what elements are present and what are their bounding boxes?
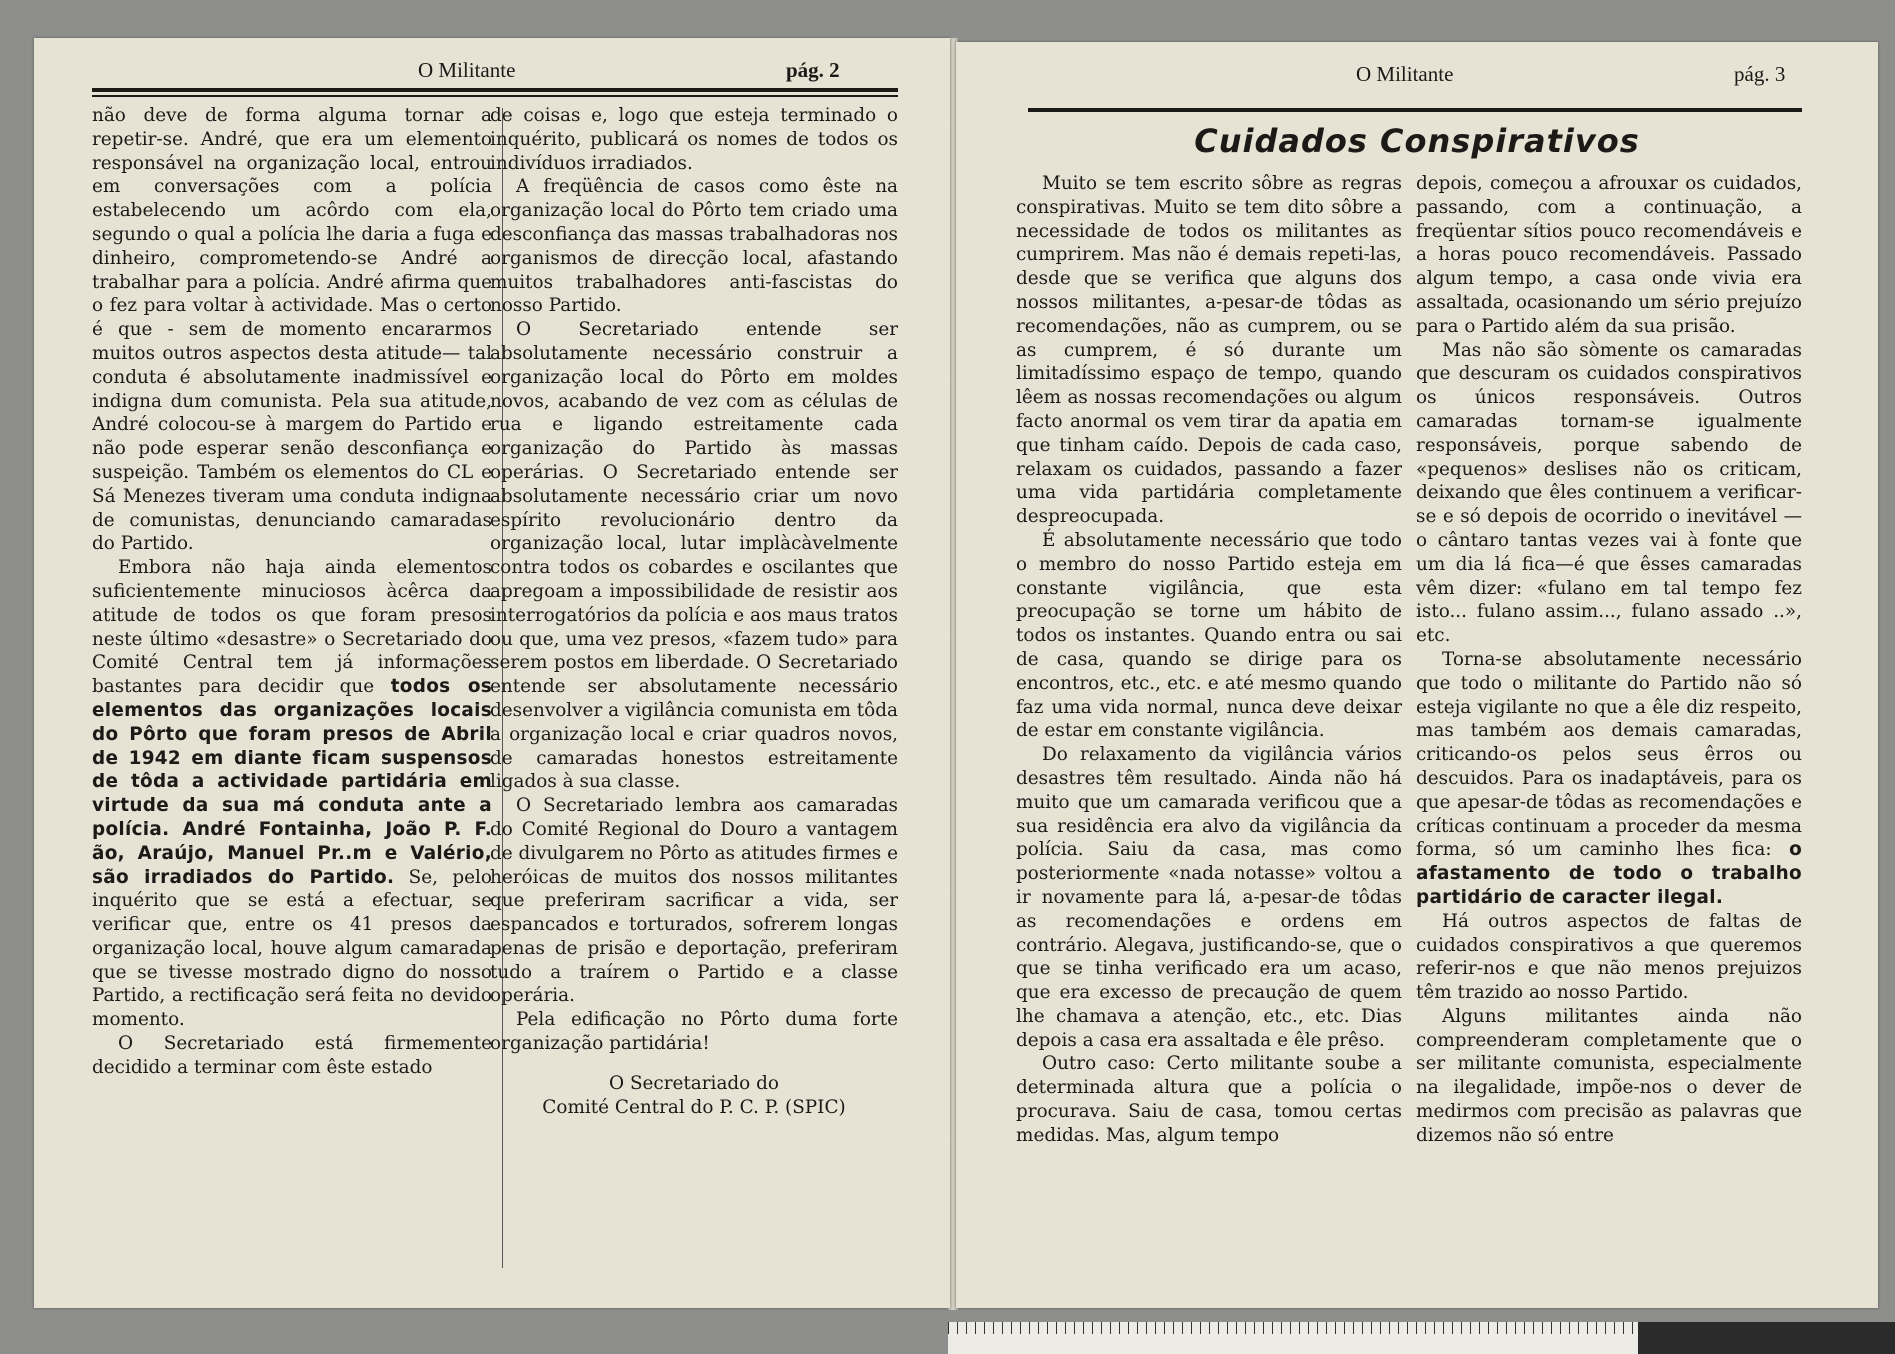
column-2 xyxy=(1416,172,1802,1304)
ruler-ticks xyxy=(948,1322,1638,1334)
page-number: pág. 2 xyxy=(786,58,840,82)
paragraph: Do relaxamento da vigilância vários desastres têm resultado. Ainda não há muito que um camarada verificou que a sua residência era alvo da vigilância da polícia. Saiu da casa, mas como posteriormente «nada notasse» voltou a ir novamente para lá, a-pesar-de tôdas as recomendações e ordens em contrário. Alegava, justificando-se, que o que se tinha verificado era um acaso, que era excesso de precaução de quem lhe chamava a atenção, etc., etc. Dias depois a casa era assaltada e êle prêso. xyxy=(1016,744,1402,1051)
header-rule-thin xyxy=(92,95,898,97)
paragraph: depois, começou a afrouxar os cuidados, passando, com a continuação, a freqüentar sítios pouco recomendáveis e a horas pouco recomendáveis. Passado algum tempo, a casa onde vivia era assaltada, ocasionando um sério prejuízo para o Partido além da sua prisão. xyxy=(1416,173,1802,337)
paragraph: Há outros aspectos de faltas de cuidados conspirativos a que queremos referir-nos e que não menos prejuizos têm trazido ao nosso Partido. xyxy=(1416,910,1802,1004)
paragraph: O Secretariado está firmemente decidido a terminar com êste estado xyxy=(92,1033,492,1078)
page-header xyxy=(34,38,950,86)
header-rule xyxy=(92,88,898,92)
column-1 xyxy=(1016,172,1402,1304)
paragraph: de coisas e, logo que esteja terminado o inquérito, publicará os nomes de todos os indivíduos irradiados. xyxy=(490,105,898,174)
page-right xyxy=(956,42,1878,1308)
paragraph: Muito se tem escrito sôbre as regras conspirativas. Muito se tem dito sôbre a necessidade de todos os militantes as cumprirem. Mas não é demais repeti-las, desde que se verifica que alguns dos nossos militantes, a-pesar-de tôdas as recomendações, não as cumprem, ou se as cumprem, é só durante um limitadíssimo espaço de tempo, quando lêem as nossas recomendações ou algum facto anormal os vem tirar da apatia em que tinham caído. Depois de cada caso, relaxam os cuidados, passando a fazer uma vida partidária completamente despreocupada. xyxy=(1016,173,1402,528)
paragraph: não deve de forma alguma tornar a repetir-se. André, que era um elemento responsável na organização local, entrou em conversações com a polícia estabelecendo um acôrdo com ela, segundo o qual a polícia lhe daria a fuga e dinheiro, comprometendo-se André a trabalhar para a polícia. André afirma que o fez para voltar à actividade. Mas o certo é que - sem de momento encararmos muitos outros aspectos desta atitude— tal conduta é absolutamente inadmissível e indigna dum comunista. Pela sua atitude, André colocou-se à margem do Partido e não pode esperar senão desconfiança e suspeição. Também os elementos do CL e Sá Menezes tiveram uma conduta indigna de comunistas, denunciando camaradas do Partido. xyxy=(92,105,492,555)
paragraph: Alguns militantes ainda não compreenderam completamente que o ser militante comunista, especialmente na ilegalidade, impõe-nos o dever de medirmos com precisão as palavras que dizemos não só entre xyxy=(1416,1005,1802,1146)
signature-line: O Secretariado do xyxy=(609,1072,779,1094)
page-number: pág. 3 xyxy=(1734,62,1786,86)
page-left xyxy=(34,38,950,1308)
bold-conclusion: o afastamento de todo o trabalho partidário de caracter ilegal. xyxy=(1416,839,1802,908)
column-1 xyxy=(92,104,492,1299)
paragraph: Embora não haja ainda elementos suficientemente minuciosos àcêrca da atitude de todos os que foram presos neste último «desastre» o Secretariado do Comité Central tem já informações bastantes para decidir que todos os elementos das organizações locais do Pôrto que foram presos de Abril de 1942 em diante ficam suspensos de tôda a actividade partidária em virtude da sua má conduta ante a polícia. André Fontainha, João P. F. ão, Araújo, Manuel Pr..m e Valério, são irradiados do Partido. Se, pelo inquérito que se está a efectuar, se verificar que, entre os 41 presos da organização local, houve algum camarada que se tivesse mostrado digno do nosso Partido, a rectificação será feita no devido momento. xyxy=(92,557,492,1031)
paragraph: Mas não são sòmente os camaradas que descuram os cuidados conspirativos os únicos responsáveis. Outros camaradas tornam-se igualmente responsáveis, porque sabendo de «pequenos» deslises não os criticam, deixando que êles continuem a verificar-se e só depois de ocorrido o inevitável — o cântaro tantas vezes vai à fonte que um dia lá fica—é que êsses camaradas vêm dizer: «fulano em tal tempo fez isto... fulano assim..., fulano assado ..», etc. xyxy=(1416,339,1802,647)
paragraph: É absolutamente necessário que todo o membro do nosso Partido esteja em constante vigilância, que esta preocupação se torne um hábito de todos os instantes. Quando entra ou sai de casa, quando se dirige para os encontros, etc., etc. e até mesmo quando faz uma vida normal, nunca deve deixar de estar em constante vigilância. xyxy=(1016,529,1402,742)
header-rule xyxy=(1028,108,1802,112)
paragraph: Pela edificação no Pôrto duma forte organização partidária! xyxy=(490,1009,898,1055)
paragraph: O Secretariado lembra aos camaradas do Comité Regional do Douro a vantagem de divulgarem no Pôrto as atitudes firmes e heróicas de muitos dos nossos militantes que preferiram sacrificar a vida, ser espancados e torturados, sofrerem longas penas de prisão e deportação, preferiram tudo a traírem o Partido e a classe operária. xyxy=(490,795,898,1007)
bold-notice: todos os elementos das organizações locais do Pôrto que foram presos de Abril de 1942 em diante ficam suspensos de tôda a actividade partidária em virtude da sua má conduta ante a polícia. André Fontainha, João P. F. ão, Araújo, Manuel Pr..m e Valério, são irradiados do Partido. xyxy=(92,676,492,888)
article-title: Cuidados Conspirativos xyxy=(1194,122,1640,160)
paragraph: A freqüência de casos como êste na organização local do Pôrto tem criado uma desconfiança das massas trabalhadoras nos organismos de direcção local, afastando muitos trabalhadores anti-fascistas do nosso Partido. xyxy=(490,176,898,317)
paragraph: Torna-se absolutamente necessário que todo o militante do Partido não só esteja vigilante no que a êle diz respeito, mas também aos demais camaradas, criticando-os pelos seus êrros ou descuidos. Para os inadaptáveis, para os que apesar-de tôdas as recomendações e críticas continuam a proceder da mesma forma, só um caminho lhes fica: o afastamento de todo o trabalho partidário de caracter ilegal. xyxy=(1416,648,1802,908)
masthead: O Militante xyxy=(1356,62,1454,86)
page-header xyxy=(956,42,1878,90)
signature-line: Comité Central do P. C. P. (SPIC) xyxy=(542,1096,846,1118)
color-target-strip xyxy=(1638,1322,1895,1354)
scale-ruler xyxy=(948,1322,1895,1354)
column-2 xyxy=(490,104,898,1299)
masthead: O Militante xyxy=(418,58,516,82)
paragraph: Outro caso: Certo militante soube a determinada altura que a polícia o procurava. Saiu de casa, tomou certas medidas. Mas, algum tempo xyxy=(1016,1053,1402,1146)
paragraph: O Secretariado entende ser absolutamente necessário construir a organização local do Pôrto em moldes novos, acabando de vez com as células de rua e ligando estreitamente cada organização do Partido às massas operárias. O Secretariado entende ser absolutamente necessário criar um novo espírito revolucionário dentro da organização local, lutar implàcàvelmente contra todos os cobardes e oscilantes que apregoam a impossibilidade de resistir aos interrogatórios da polícia e aos maus tratos ou que, uma vez presos, «fazem tudo» para serem postos em liberdade. O Secretariado entende ser absolutamente necessário desenvolver a vigilância comunista em tôda a organização local e criar quadros novos, de camaradas honestos estreitamente ligados à sua classe. xyxy=(490,319,898,793)
